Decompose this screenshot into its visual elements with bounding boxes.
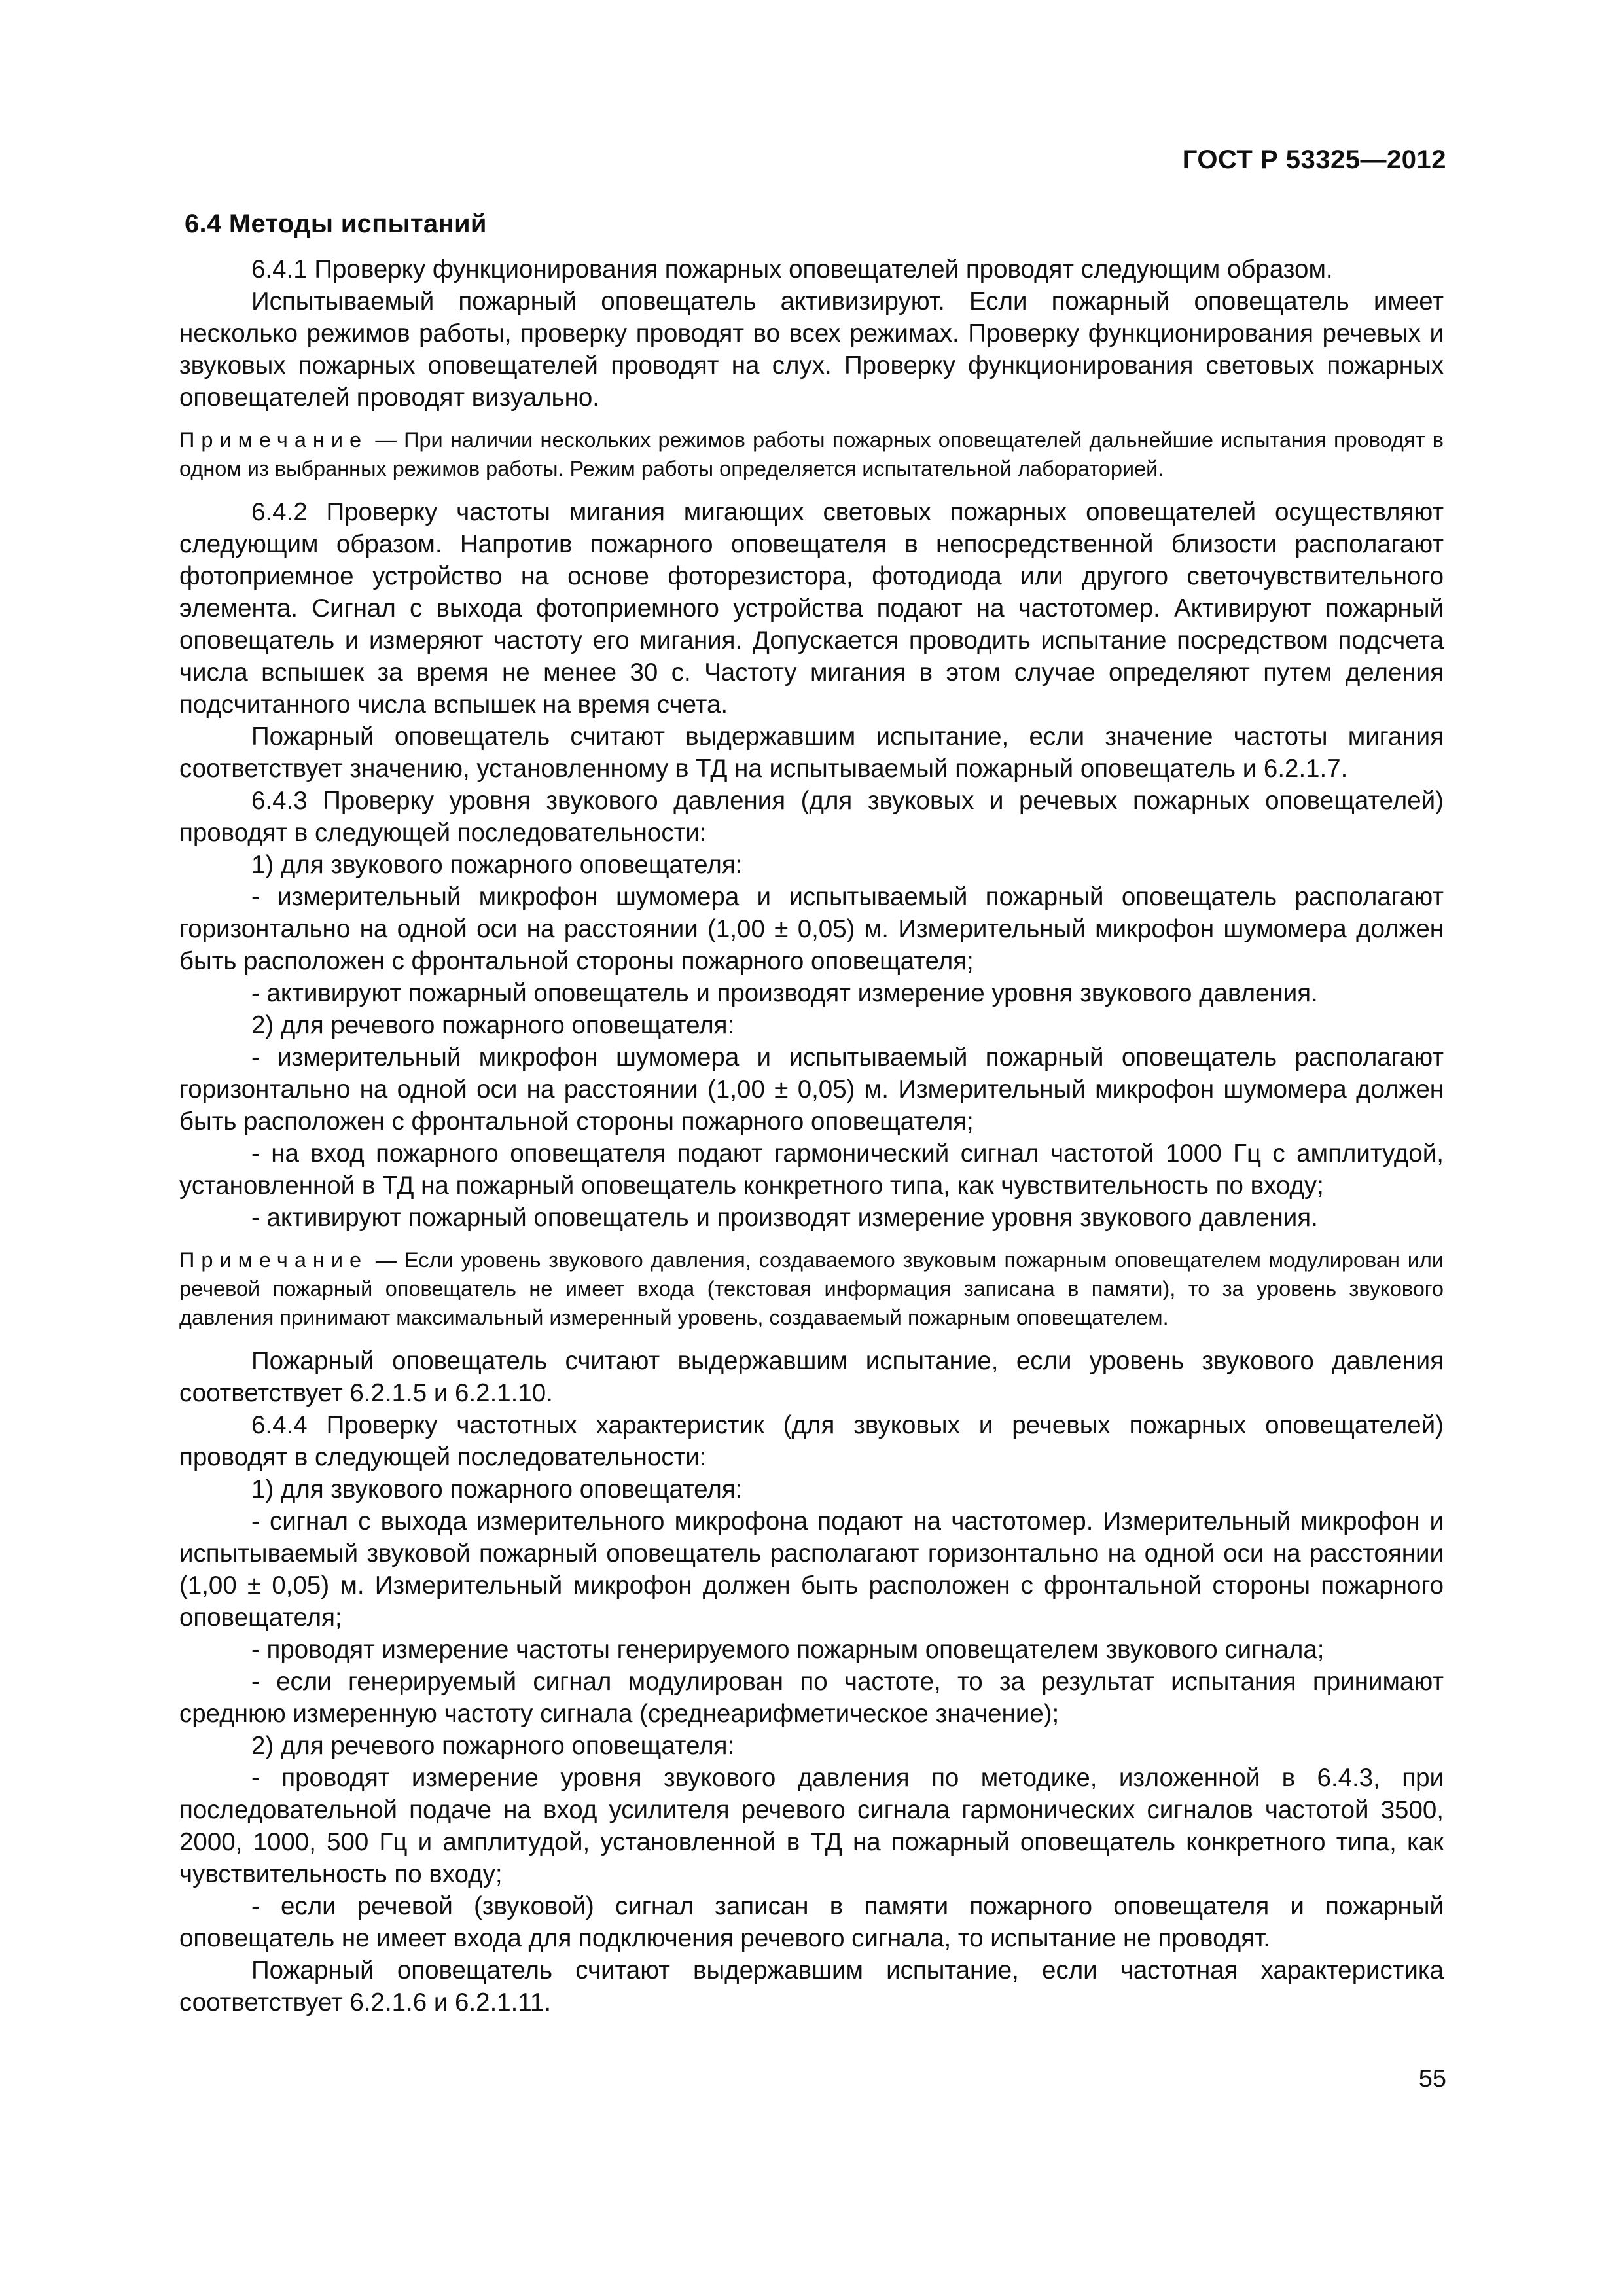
document-body <box>179 209 1444 2018</box>
list-item: - измерительный микрофон шумомера и испытываемый пожарный оповещатель располагают горизонтально на одной оси на расстоянии (1,00 ± 0,05) м. Измерительный микрофон шумомера должен быть расположен с фронтальной стороны пожарного оповещателя; <box>179 883 1444 975</box>
note-label: Примечание <box>179 428 368 452</box>
paragraph: Пожарный оповещатель считают выдержавшим испытание, если уровень звукового давления соответствует 6.2.1.5 и 6.2.1.10. <box>179 1347 1444 1407</box>
list-item: - сигнал с выхода измерительного микрофона подают на частотомер. Измерительный микрофон и испытываемый звуковой пожарный оповещатель располагают горизонтально на одной оси на расстоянии (1,00 ± 0,05) м. Измерительный микрофон должен быть расположен с фронтальной стороны пожарного оповещателя; <box>179 1507 1444 1632</box>
paragraph-6-4-1: 6.4.1 Проверку функционирования пожарных оповещателей проводят следующим образом. <box>251 255 1333 283</box>
list-item: 2) для речевого пожарного оповещателя: <box>251 1732 735 1760</box>
note-text: — Если уровень звукового давления, создаваемого звуковым пожарным оповещателем модулирован или речевой пожарный оповещатель не имеет входа (текстовая информация записана в памяти), то за уровень звукового давления принимают максимальный измеренный уровень, создаваемый пожарным оповещателем. <box>179 1248 1444 1329</box>
note-label: Примечание <box>179 1248 368 1272</box>
list-item: - если речевой (звуковой) сигнал записан в памяти пожарного оповещателя и пожарный оповещатель не имеет входа для подключения речевого сигнала, то испытание не проводят. <box>179 1892 1444 1952</box>
paragraph: Пожарный оповещатель считают выдержавшим испытание, если частотная характеристика соответствует 6.2.1.6 и 6.2.1.11. <box>179 1956 1444 2017</box>
paragraph-6-4-2: 6.4.2 Проверку частоты мигания мигающих световых пожарных оповещателей осуществляют следующим образом. Напротив пожарного оповещателя в непосредственной близости располагают фотоприемное устройство на основе фоторезистора, фотодиода или другого светочувствительного элемента. Сигнал с выхода фотоприемного устройства подают на частотомер. Активируют пожарный оповещатель и измеряют частоту его мигания. Допускается проводить испытание посредством подсчета числа вспышек за время не менее 30 с. Частоту мигания в этом случае определяют путем деления подсчитанного числа вспышек на время счета. <box>179 498 1444 719</box>
list-item: - проводят измерение уровня звукового давления по методике, изложенной в 6.4.3, при последовательной подаче на вход усилителя речевого сигнала гармонических сигналов частотой 3500, 2000, 1000, 500 Гц и амплитудой, установленной в ТД на пожарный оповещатель конкретного типа, как чувствительность по входу; <box>179 1764 1444 1888</box>
list-item: - измерительный микрофон шумомера и испытываемый пожарный оповещатель располагают горизонтально на одной оси на расстоянии (1,00 ± 0,05) м. Измерительный микрофон шумомера должен быть расположен с фронтальной стороны пожарного оповещателя; <box>179 1043 1444 1136</box>
paragraph-6-4-4: 6.4.4 Проверку частотных характеристик (для звуковых и речевых пожарных оповещателей) проводят в следующей последовательности: <box>179 1411 1444 1471</box>
list-item: - активируют пожарный оповещатель и производят измерение уровня звукового давления. <box>251 979 1318 1007</box>
paragraph: Пожарный оповещатель считают выдержавшим испытание, если значение частоты мигания соответствует значению, установленному в ТД на испытываемый пожарный оповещатель и 6.2.1.7. <box>179 723 1444 783</box>
list-item: - на вход пожарного оповещателя подают гармонический сигнал частотой 1000 Гц с амплитудой, установленной в ТД на пожарный оповещатель конкретного типа, как чувствительность по входу; <box>179 1139 1444 1200</box>
list-item: 1) для звукового пожарного оповещателя: <box>251 851 743 879</box>
paragraph-6-4-3: 6.4.3 Проверку уровня звукового давления (для звуковых и речевых пожарных оповещателей) проводят в следующей последовательности: <box>179 787 1444 847</box>
note-1 <box>179 425 1444 483</box>
list-item: - если генерируемый сигнал модулирован по частоте, то за результат испытания принимают среднюю измеренную частоту сигнала (среднеарифметическое значение); <box>179 1668 1444 1728</box>
list-item: 2) для речевого пожарного оповещателя: <box>251 1011 735 1039</box>
list-item: - проводят измерение частоты генерируемого пожарным оповещателем звукового сигнала; <box>251 1636 1325 1664</box>
list-item: - активируют пожарный оповещатель и производят измерение уровня звукового давления. <box>251 1204 1318 1232</box>
standard-id: ГОСТ Р 53325—2012 <box>1182 145 1446 174</box>
page-number: 55 <box>1418 2065 1446 2092</box>
note-text: — При наличии нескольких режимов работы пожарных оповещателей дальнейшие испытания проводят в одном из выбранных режимов работы. Режим работы определяется испытательной лабораторией. <box>179 428 1444 480</box>
note-2 <box>179 1246 1444 1332</box>
paragraph: Испытываемый пожарный оповещатель активизируют. Если пожарный оповещатель имеет несколько режимов работы, проверку проводят во всех режимах. Проверку функционирования речевых и звуковых пожарных оповещателей проводят на слух. Проверку функционирования световых пожарных оповещателей проводят визуально. <box>179 287 1444 412</box>
list-item: 1) для звукового пожарного оповещателя: <box>251 1475 743 1503</box>
section-heading: 6.4 Методы испытаний <box>185 209 487 238</box>
